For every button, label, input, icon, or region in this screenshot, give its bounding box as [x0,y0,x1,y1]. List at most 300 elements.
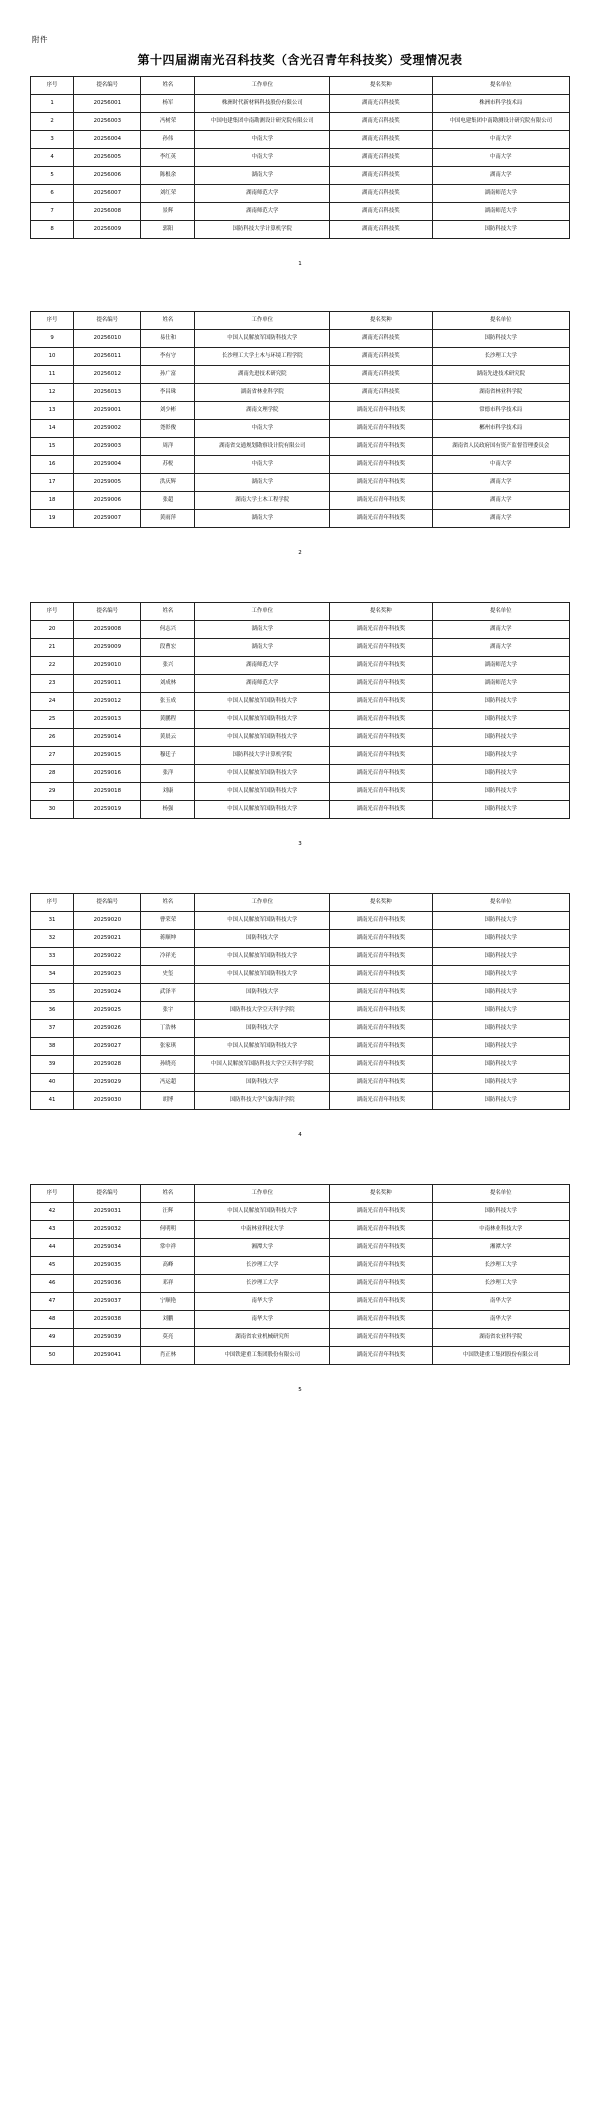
cell-work-unit: 湖南大学 [195,167,330,185]
table-block-4 [30,893,570,1138]
cell-nominating-unit: 长沙理工大学 [432,1257,569,1275]
cell-index: 5 [31,167,74,185]
table-row [31,1221,570,1239]
cell-work-unit: 湖南省农业机械研究所 [195,1329,330,1347]
table-block-3 [30,602,570,847]
page-number: 1 [298,261,302,267]
cell-work-unit: 中国人民解放军国防科技大学空天科学学院 [195,1056,330,1074]
column-header-work-unit: 工作单位 [195,1185,330,1203]
cell-nomination-id: 20259028 [74,1056,141,1074]
cell-name: 陈根余 [141,167,195,185]
table-block-5 [30,1184,570,1393]
cell-nomination-id: 20259024 [74,984,141,1002]
column-header-nomination-id: 提名编号 [74,312,141,330]
cell-nominating-unit: 国防科技大学 [432,747,569,765]
cell-nominating-unit: 中南林业科技大学 [432,1221,569,1239]
cell-name: 周洋 [141,438,195,456]
cell-award-type: 湖南光召青年科技奖 [330,747,432,765]
column-header-name: 姓名 [141,312,195,330]
cell-nomination-id: 20256004 [74,131,141,149]
cell-work-unit: 湖南大学 [195,474,330,492]
cell-nominating-unit: 国防科技大学 [432,783,569,801]
cell-nominating-unit: 国防科技大学 [432,948,569,966]
cell-name: 张超 [141,492,195,510]
cell-index: 33 [31,948,74,966]
cell-work-unit: 中国人民解放军国防科技大学 [195,783,330,801]
cell-nominating-unit: 中南大学 [432,131,569,149]
cell-index: 42 [31,1203,74,1221]
table-header-row [31,77,570,95]
cell-name: 蒋顺坤 [141,930,195,948]
cell-name: 尧彰俊 [141,420,195,438]
cell-name: 张兴 [141,657,195,675]
cell-nominating-unit: 湖南师范大学 [432,203,569,221]
awards-table-3 [30,602,570,819]
table-row [31,1056,570,1074]
cell-index: 7 [31,203,74,221]
column-header-award-type: 提名奖种 [330,1185,432,1203]
table-row [31,113,570,131]
cell-nomination-id: 20259006 [74,492,141,510]
column-header-nominating-unit: 提名单位 [432,312,569,330]
cell-award-type: 湖南光召青年科技奖 [330,657,432,675]
column-header-nominating-unit: 提名单位 [432,894,569,912]
cell-index: 50 [31,1347,74,1365]
cell-work-unit: 国防科技大学 [195,930,330,948]
column-header-nominating-unit: 提名单位 [432,77,569,95]
cell-index: 13 [31,402,74,420]
cell-nomination-id: 20259007 [74,510,141,528]
cell-work-unit: 中南大学 [195,149,330,167]
cell-nominating-unit: 国防科技大学 [432,765,569,783]
cell-work-unit: 长沙理工大学土木与环境工程学院 [195,348,330,366]
table-row [31,1293,570,1311]
cell-work-unit: 湖南大学 [195,639,330,657]
cell-nomination-id: 20259012 [74,693,141,711]
cell-award-type: 湖南光召青年科技奖 [330,456,432,474]
cell-nominating-unit: 湖南大学 [432,639,569,657]
cell-nomination-id: 20259020 [74,912,141,930]
cell-nomination-id: 20259009 [74,639,141,657]
cell-nomination-id: 20259008 [74,621,141,639]
cell-award-type: 湖南光召青年科技奖 [330,966,432,984]
page-break-spacer [30,1138,570,1184]
cell-nominating-unit: 国防科技大学 [432,1092,569,1110]
cell-name: 李红英 [141,149,195,167]
cell-index: 46 [31,1275,74,1293]
cell-nomination-id: 20259029 [74,1074,141,1092]
cell-nomination-id: 20259036 [74,1275,141,1293]
table-row [31,675,570,693]
cell-nomination-id: 20259041 [74,1347,141,1365]
cell-nominating-unit: 国防科技大学 [432,912,569,930]
cell-nomination-id: 20259031 [74,1203,141,1221]
cell-index: 44 [31,1239,74,1257]
cell-award-type: 湖南光召青年科技奖 [330,402,432,420]
cell-work-unit: 国防科技大学 [195,984,330,1002]
cell-nominating-unit: 湖南大学 [432,492,569,510]
table-row [31,384,570,402]
cell-award-type: 湖南光召青年科技奖 [330,420,432,438]
cell-nominating-unit: 国防科技大学 [432,930,569,948]
cell-award-type: 湖南光召青年科技奖 [330,639,432,657]
cell-name: 刘少彬 [141,402,195,420]
table-row [31,930,570,948]
page-number: 3 [298,841,302,847]
cell-nominating-unit: 国防科技大学 [432,693,569,711]
cell-name: 丁浩林 [141,1020,195,1038]
cell-nominating-unit: 国防科技大学 [432,1020,569,1038]
cell-nomination-id: 20259037 [74,1293,141,1311]
cell-award-type: 湖南光召科技奖 [330,167,432,185]
cell-nominating-unit: 国防科技大学 [432,1056,569,1074]
cell-index: 30 [31,801,74,819]
bottom-spacer [30,1393,570,1417]
cell-work-unit: 湖南师范大学 [195,185,330,203]
cell-nominating-unit: 南华大学 [432,1311,569,1329]
cell-work-unit: 湖南师范大学 [195,675,330,693]
cell-nomination-id: 20256007 [74,185,141,203]
table-row [31,1257,570,1275]
table-row [31,474,570,492]
cell-award-type: 湖南光召青年科技奖 [330,474,432,492]
table-row [31,729,570,747]
cell-work-unit: 国防科技大学气象海洋学院 [195,1092,330,1110]
cell-award-type: 湖南光召科技奖 [330,203,432,221]
cell-award-type: 湖南光召青年科技奖 [330,1311,432,1329]
cell-index: 39 [31,1056,74,1074]
cell-nomination-id: 20259014 [74,729,141,747]
cell-nomination-id: 20259025 [74,1002,141,1020]
cell-index: 31 [31,912,74,930]
cell-work-unit: 湖南文理学院 [195,402,330,420]
cell-index: 48 [31,1311,74,1329]
column-header-nomination-id: 提名编号 [74,1185,141,1203]
table-row [31,621,570,639]
cell-index: 3 [31,131,74,149]
table-row [31,1092,570,1110]
column-header-work-unit: 工作单位 [195,77,330,95]
cell-index: 22 [31,657,74,675]
table-row [31,711,570,729]
cell-award-type: 湖南光召科技奖 [330,95,432,113]
cell-nominating-unit: 国防科技大学 [432,221,569,239]
cell-work-unit: 中国人民解放军国防科技大学 [195,729,330,747]
cell-index: 15 [31,438,74,456]
cell-award-type: 湖南光召青年科技奖 [330,1239,432,1257]
cell-name: 邓祥 [141,1275,195,1293]
table-row [31,95,570,113]
cell-nomination-id: 20259011 [74,675,141,693]
cell-award-type: 湖南光召青年科技奖 [330,510,432,528]
cell-nominating-unit: 国防科技大学 [432,984,569,1002]
cell-name: 黄鹏程 [141,711,195,729]
table-row [31,456,570,474]
cell-index: 38 [31,1038,74,1056]
cell-index: 9 [31,330,74,348]
column-header-index: 序号 [31,894,74,912]
table-row [31,1329,570,1347]
cell-nomination-id: 20256011 [74,348,141,366]
cell-name: 曹荣荣 [141,912,195,930]
cell-award-type: 湖南光召青年科技奖 [330,1275,432,1293]
cell-nomination-id: 20256010 [74,330,141,348]
cell-nomination-id: 20256012 [74,366,141,384]
table-header-row [31,603,570,621]
cell-index: 24 [31,693,74,711]
cell-nominating-unit: 国防科技大学 [432,1038,569,1056]
cell-award-type: 湖南光召青年科技奖 [330,783,432,801]
document-page [0,34,600,1417]
table-row [31,221,570,239]
cell-name: 刘成林 [141,675,195,693]
cell-index: 40 [31,1074,74,1092]
cell-award-type: 湖南光召科技奖 [330,330,432,348]
cell-name: 洪庆辉 [141,474,195,492]
table-row [31,203,570,221]
cell-nominating-unit: 湖南大学 [432,621,569,639]
cell-index: 32 [31,930,74,948]
page-break-spacer [30,847,570,893]
cell-nominating-unit: 郴州市科学技术局 [432,420,569,438]
cell-award-type: 湖南光召青年科技奖 [330,948,432,966]
cell-nomination-id: 20259002 [74,420,141,438]
table-row [31,348,570,366]
cell-index: 6 [31,185,74,203]
cell-name: 武泽平 [141,984,195,1002]
table-row [31,1311,570,1329]
cell-nomination-id: 20259003 [74,438,141,456]
page-break-spacer [30,267,570,311]
cell-nomination-id: 20256013 [74,384,141,402]
cell-award-type: 湖南光召青年科技奖 [330,1293,432,1311]
cell-work-unit: 株洲时代新材料科技股份有限公司 [195,95,330,113]
cell-nomination-id: 20259030 [74,1092,141,1110]
table-row [31,1020,570,1038]
cell-nominating-unit: 湖南省人民政府国有资产监督管理委员会 [432,438,569,456]
cell-nominating-unit: 国防科技大学 [432,711,569,729]
cell-name: 杨军 [141,95,195,113]
table-row [31,639,570,657]
cell-award-type: 湖南光召青年科技奖 [330,1203,432,1221]
cell-work-unit: 湘潭大学 [195,1239,330,1257]
cell-work-unit: 中国人民解放军国防科技大学 [195,1203,330,1221]
cell-nominating-unit: 湖南师范大学 [432,675,569,693]
cell-nominating-unit: 湖南省农业科学院 [432,1329,569,1347]
column-header-work-unit: 工作单位 [195,603,330,621]
cell-name: 李昌珠 [141,384,195,402]
cell-name: 孙伟 [141,131,195,149]
page-number: 2 [298,550,302,556]
cell-name: 黄雨萍 [141,510,195,528]
cell-award-type: 湖南光召青年科技奖 [330,1020,432,1038]
cell-nominating-unit: 国防科技大学 [432,1203,569,1221]
cell-index: 19 [31,510,74,528]
cell-award-type: 湖南光召青年科技奖 [330,1221,432,1239]
cell-name: 刘康 [141,783,195,801]
cell-award-type: 湖南光召科技奖 [330,185,432,203]
column-header-name: 姓名 [141,894,195,912]
table-row [31,1038,570,1056]
cell-work-unit: 中南大学 [195,420,330,438]
table-row [31,492,570,510]
table-row [31,402,570,420]
cell-award-type: 湖南光召青年科技奖 [330,1038,432,1056]
cell-name: 张洋 [141,765,195,783]
cell-award-type: 湖南光召青年科技奖 [330,984,432,1002]
table-block-2 [30,311,570,556]
cell-work-unit: 国防科技大学计算机学院 [195,747,330,765]
cell-index: 37 [31,1020,74,1038]
cell-nominating-unit: 国防科技大学 [432,330,569,348]
page-number: 5 [298,1387,302,1393]
cell-index: 8 [31,221,74,239]
cell-award-type: 湖南光召青年科技奖 [330,729,432,747]
table-row [31,783,570,801]
cell-index: 18 [31,492,74,510]
cell-nomination-id: 20259015 [74,747,141,765]
table-row [31,1347,570,1365]
column-header-index: 序号 [31,312,74,330]
cell-work-unit: 长沙理工大学 [195,1257,330,1275]
cell-work-unit: 长沙理工大学 [195,1275,330,1293]
cell-index: 21 [31,639,74,657]
cell-index: 17 [31,474,74,492]
cell-name: 张宇 [141,1002,195,1020]
cell-work-unit: 中南林业科技大学 [195,1221,330,1239]
cell-name: 黄晨云 [141,729,195,747]
cell-name: 莫亮 [141,1329,195,1347]
cell-index: 35 [31,984,74,1002]
cell-nominating-unit: 南华大学 [432,1293,569,1311]
cell-work-unit: 中国人民解放军国防科技大学 [195,948,330,966]
column-header-work-unit: 工作单位 [195,312,330,330]
column-header-name: 姓名 [141,77,195,95]
cell-award-type: 湖南光召青年科技奖 [330,621,432,639]
cell-work-unit: 中国人民解放军国防科技大学 [195,966,330,984]
cell-name: 冯运超 [141,1074,195,1092]
awards-table-5 [30,1184,570,1365]
cell-index: 14 [31,420,74,438]
table-row [31,984,570,1002]
table-row [31,1239,570,1257]
cell-nomination-id: 20259005 [74,474,141,492]
cell-nominating-unit: 国防科技大学 [432,966,569,984]
cell-nominating-unit: 国防科技大学 [432,1002,569,1020]
cell-work-unit: 国防科技大学 [195,1074,330,1092]
table-row [31,966,570,984]
cell-work-unit: 中国人民解放军国防科技大学 [195,1038,330,1056]
cell-name: 段曹宏 [141,639,195,657]
cell-nomination-id: 20256001 [74,95,141,113]
cell-index: 27 [31,747,74,765]
cell-name: 肖正林 [141,1347,195,1365]
cell-nomination-id: 20259039 [74,1329,141,1347]
column-header-index: 序号 [31,603,74,621]
cell-name: 何志兴 [141,621,195,639]
attachment-label: 附件 [32,35,48,44]
cell-index: 29 [31,783,74,801]
cell-award-type: 湖南光召科技奖 [330,384,432,402]
cell-work-unit: 中国人民解放军国防科技大学 [195,711,330,729]
cell-name: 刘鹏 [141,1311,195,1329]
awards-table-1 [30,76,570,239]
column-header-nomination-id: 提名编号 [74,894,141,912]
table-row [31,765,570,783]
column-header-nominating-unit: 提名单位 [432,603,569,621]
table-row [31,510,570,528]
cell-work-unit: 湖南省交通规划勘察设计院有限公司 [195,438,330,456]
cell-work-unit: 中南大学 [195,456,330,474]
cell-nominating-unit: 湖南大学 [432,167,569,185]
cell-nominating-unit: 株洲市科学技术局 [432,95,569,113]
cell-index: 23 [31,675,74,693]
cell-name: 郭阳 [141,221,195,239]
cell-nominating-unit: 湖南大学 [432,474,569,492]
cell-nominating-unit: 湖南师范大学 [432,657,569,675]
cell-name: 刘红荣 [141,185,195,203]
cell-index: 20 [31,621,74,639]
cell-nomination-id: 20259035 [74,1257,141,1275]
cell-nomination-id: 20256009 [74,221,141,239]
cell-nomination-id: 20259032 [74,1221,141,1239]
cell-name: 宁顺艳 [141,1293,195,1311]
cell-nomination-id: 20259019 [74,801,141,819]
cell-name: 张家琪 [141,1038,195,1056]
cell-name: 汪辉 [141,1203,195,1221]
cell-index: 45 [31,1257,74,1275]
cell-award-type: 湖南光召科技奖 [330,131,432,149]
cell-name: 常中祥 [141,1239,195,1257]
cell-nominating-unit: 长沙理工大学 [432,348,569,366]
cell-award-type: 湖南光召科技奖 [330,149,432,167]
cell-award-type: 湖南光召青年科技奖 [330,1002,432,1020]
cell-award-type: 湖南光召科技奖 [330,113,432,131]
column-header-nomination-id: 提名编号 [74,77,141,95]
table-row [31,657,570,675]
cell-award-type: 湖南光召青年科技奖 [330,801,432,819]
column-header-award-type: 提名奖种 [330,603,432,621]
cell-index: 41 [31,1092,74,1110]
cell-nominating-unit: 国防科技大学 [432,1074,569,1092]
cell-index: 43 [31,1221,74,1239]
table-row [31,330,570,348]
cell-work-unit: 湖南师范大学 [195,203,330,221]
column-header-work-unit: 工作单位 [195,894,330,912]
column-header-award-type: 提名奖种 [330,312,432,330]
cell-award-type: 湖南光召青年科技奖 [330,912,432,930]
table-row [31,1002,570,1020]
cell-work-unit: 南华大学 [195,1311,330,1329]
cell-nominating-unit: 国防科技大学 [432,729,569,747]
cell-award-type: 湖南光召科技奖 [330,366,432,384]
cell-work-unit: 湖南先进技术研究院 [195,366,330,384]
cell-award-type: 湖南光召青年科技奖 [330,1092,432,1110]
cell-name: 胡博 [141,1092,195,1110]
cell-award-type: 湖南光召青年科技奖 [330,711,432,729]
cell-nomination-id: 20259016 [74,765,141,783]
cell-work-unit: 湖南大学 [195,510,330,528]
cell-index: 36 [31,1002,74,1020]
cell-nominating-unit: 长沙理工大学 [432,1275,569,1293]
cell-name: 冯树荣 [141,113,195,131]
cell-nomination-id: 20259010 [74,657,141,675]
cell-nominating-unit: 中国电建集团中南勘测设计研究院有限公司 [432,113,569,131]
cell-name: 高峰 [141,1257,195,1275]
column-header-index: 序号 [31,1185,74,1203]
cell-award-type: 湖南光召青年科技奖 [330,675,432,693]
cell-work-unit: 中国人民解放军国防科技大学 [195,801,330,819]
